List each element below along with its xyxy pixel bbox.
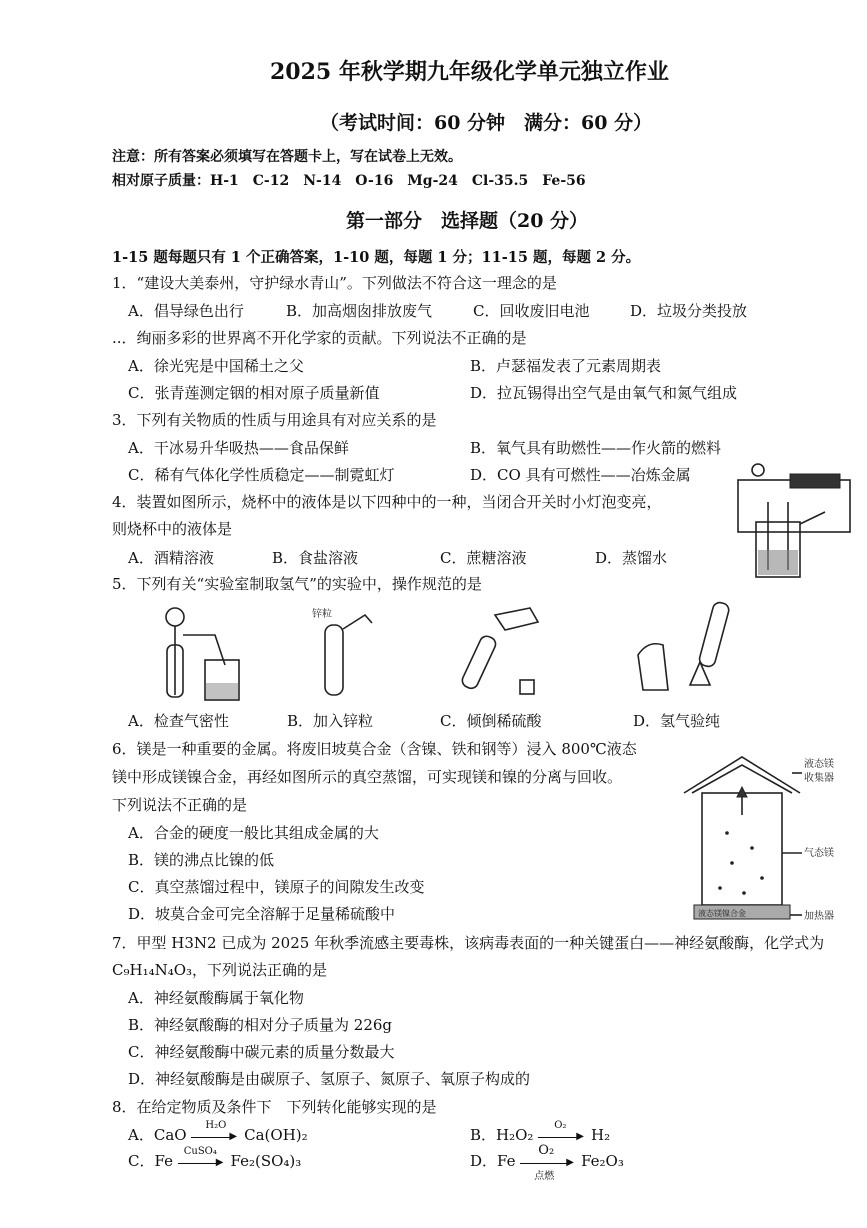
question-7-stem: 7．甲型 H3N2 已成为 2025 年秋季流感主要毒株，该病毒表面的一种关键蛋白——神经氨酸酶，化学式为 (112, 934, 825, 952)
question-1-option-c[interactable]: C．回收废旧电池 (473, 302, 590, 320)
question-3-option-a[interactable]: A．干冰易升华吸热——食品保鲜 (128, 439, 349, 457)
question-6-stem-line2: 镁中形成镁镍合金，再经如图所示的真空蒸馏，可实现镁和镍的分离与回收。 (112, 768, 623, 786)
option-letter: C． (128, 1152, 155, 1170)
question-6-stem: 6．镁是一种重要的金属。将废旧坡莫合金（含镍、铁和钢等）浸入 800℃液态 (112, 740, 637, 758)
question-1-option-d[interactable]: D．垃圾分类投放 (630, 302, 748, 320)
question-4-option-c[interactable]: C．蔗糖溶液 (440, 549, 527, 567)
reactant: CaO (153, 1126, 187, 1144)
question-6-option-b[interactable]: B．镁的沸点比镍的低 (128, 851, 275, 869)
question-2-option-b[interactable]: B．卢瑟福发表了元素周期表 (470, 357, 662, 375)
question-6-option-c[interactable]: C．真空蒸馏过程中，镁原子的间隙发生改变 (128, 878, 425, 896)
reactant: Fe (497, 1152, 516, 1170)
question-8-option-a[interactable] (128, 1120, 308, 1145)
question-5-option-c[interactable]: C．倾倒稀硫酸 (440, 712, 542, 730)
reaction-arrow: O₂ ▶ (538, 1129, 586, 1143)
question-5-option-d[interactable]: D．氢气验纯 (633, 712, 721, 730)
question-4-option-a[interactable]: A．酒精溶液 (128, 549, 214, 567)
figure-label-heater: 加热器 (804, 911, 834, 922)
question-5-option-a[interactable]: A．检查气密性 (128, 712, 229, 730)
apparatus-b-figure (310, 605, 380, 705)
question-7-option-d[interactable]: D．神经氨酸酶是由碳原子、氢原子、氮原子、氧原子构成的 (128, 1070, 531, 1088)
option-letter: A． (128, 1126, 154, 1144)
question-7-option-a[interactable]: A．神经氨酸酶属于氧化物 (128, 989, 304, 1007)
question-7-option-c[interactable]: C．神经氨酸酶中碳元素的质量分数最大 (128, 1043, 395, 1061)
reaction-condition: CuSO₄ (183, 1146, 217, 1157)
product: Ca(OH)₂ (244, 1126, 308, 1144)
figure-label-gas-mg: 气态镁 (804, 848, 834, 859)
atomic-masses: 相对原子质量：H-1 C-12 N-14 O-16 Mg-24 Cl-35.5 Fe-56 (112, 173, 586, 189)
reaction-condition-2: 点燃 (534, 1171, 555, 1182)
question-2-stem: ..．绚丽多彩的世界离不开化学家的贡献。下列说法不正确的是 (112, 329, 527, 347)
question-4-stem: 4．装置如图所示，烧杯中的液体是以下四种中的一种，当闭合开关时小灯泡变亮， (112, 493, 662, 511)
reaction-condition: O₂ (538, 1143, 555, 1158)
question-2-option-a[interactable]: A．徐光宪是中国稀土之父 (128, 357, 304, 375)
reaction-arrow: H₂O ▶ (191, 1129, 239, 1143)
circuit-figure (730, 462, 860, 582)
light-bulb-icon (752, 464, 764, 476)
figure-label-alloy: 液态镁镍合金 (698, 909, 746, 918)
figure-label-collector: 收集器 (804, 773, 834, 784)
product: Fe₂(SO₄)₃ (230, 1152, 302, 1170)
question-6-option-d[interactable]: D．坡莫合金可完全溶解于足量稀硫酸中 (128, 905, 396, 923)
question-5-option-b[interactable]: B．加入锌粒 (287, 712, 374, 730)
question-3-option-d[interactable]: D．CO 具有可燃性——冶炼金属 (470, 466, 691, 484)
reactant: Fe (154, 1152, 173, 1170)
question-1-stem: 1．“建设大美泰州，守护绿水青山”。下列做法不符合这一理念的是 (112, 274, 557, 292)
question-4-stem-line2: 则烧杯中的液体是 (112, 520, 233, 538)
question-1-option-b[interactable]: B．加高烟囱排放废气 (286, 302, 433, 320)
question-4-option-d[interactable]: D．蒸馏水 (595, 549, 668, 567)
question-5-stem: 5．下列有关“实验室制取氢气”的实验中，操作规范的是 (112, 575, 482, 593)
question-7-stem-line2: C₉H₁₄N₄O₃，下列说法正确的是 (112, 961, 328, 979)
question-3-option-b[interactable]: B．氧气具有助燃性——作火箭的燃料 (470, 439, 722, 457)
question-8-option-b[interactable] (470, 1120, 611, 1145)
question-7-option-b[interactable]: B．神经氨酸酶的相对分子质量为 226g (128, 1016, 393, 1034)
option-letter: D． (470, 1152, 498, 1170)
question-4-option-b[interactable]: B．食盐溶液 (272, 549, 359, 567)
exam-time-info: （考试时间：60 分钟 满分：60 分） (320, 112, 653, 134)
apparatus-d-figure (628, 600, 738, 705)
page-title: 2025 年秋学期九年级化学单元独立作业 (270, 59, 669, 85)
question-1-option-a[interactable]: A．倡导绿色出行 (128, 302, 244, 320)
apparatus-c-figure (450, 600, 550, 700)
apparatus-a-figure (145, 605, 250, 705)
exam-notice: 注意：所有答案必须填写在答题卡上，写在试卷上无效。 (112, 149, 462, 165)
question-3-stem: 3．下列有关物质的性质与用途具有对应关系的是 (112, 411, 437, 429)
product: H₂ (591, 1126, 611, 1144)
question-2-option-c[interactable]: C．张青莲测定铟的相对原子质量新值 (128, 384, 380, 402)
svg-text:锌粒: 锌粒 (312, 609, 332, 620)
reaction-condition: H₂O (205, 1120, 227, 1131)
battery-icon (790, 474, 840, 488)
question-6-stem-line3: 下列说法不正确的是 (112, 796, 248, 814)
option-letter: B． (470, 1126, 497, 1144)
question-3-option-c[interactable]: C．稀有气体化学性质稳定——制霓虹灯 (128, 466, 395, 484)
reactant: H₂O₂ (496, 1126, 534, 1144)
question-8-option-c[interactable] (128, 1146, 302, 1171)
reaction-arrow: CuSO₄ ▶ (178, 1155, 226, 1169)
question-6-option-a[interactable]: A．合金的硬度一般比其组成金属的大 (128, 824, 379, 842)
switch-icon (800, 512, 825, 524)
vacuum-distillation-figure (682, 753, 862, 933)
figure-label-liquid-mg: 液态镁 (804, 759, 834, 770)
reaction-condition: O₂ (554, 1120, 567, 1131)
question-2-option-d[interactable]: D．拉瓦锡得出空气是由氧气和氮气组成 (470, 384, 738, 402)
question-8-stem: 8．在给定物质及条件下 下列转化能够实现的是 (112, 1098, 437, 1116)
product: Fe₂O₃ (581, 1152, 624, 1170)
reaction-arrow: O₂ ▶ 点燃 (520, 1155, 576, 1169)
question-8-option-d[interactable] (470, 1143, 624, 1182)
section-title: 第一部分 选择题（20 分） (346, 210, 589, 232)
section-instructions: 1-15 题每题只有 1 个正确答案，1-10 题，每题 1 分；11-15 题，每题 2 分。 (112, 249, 641, 266)
